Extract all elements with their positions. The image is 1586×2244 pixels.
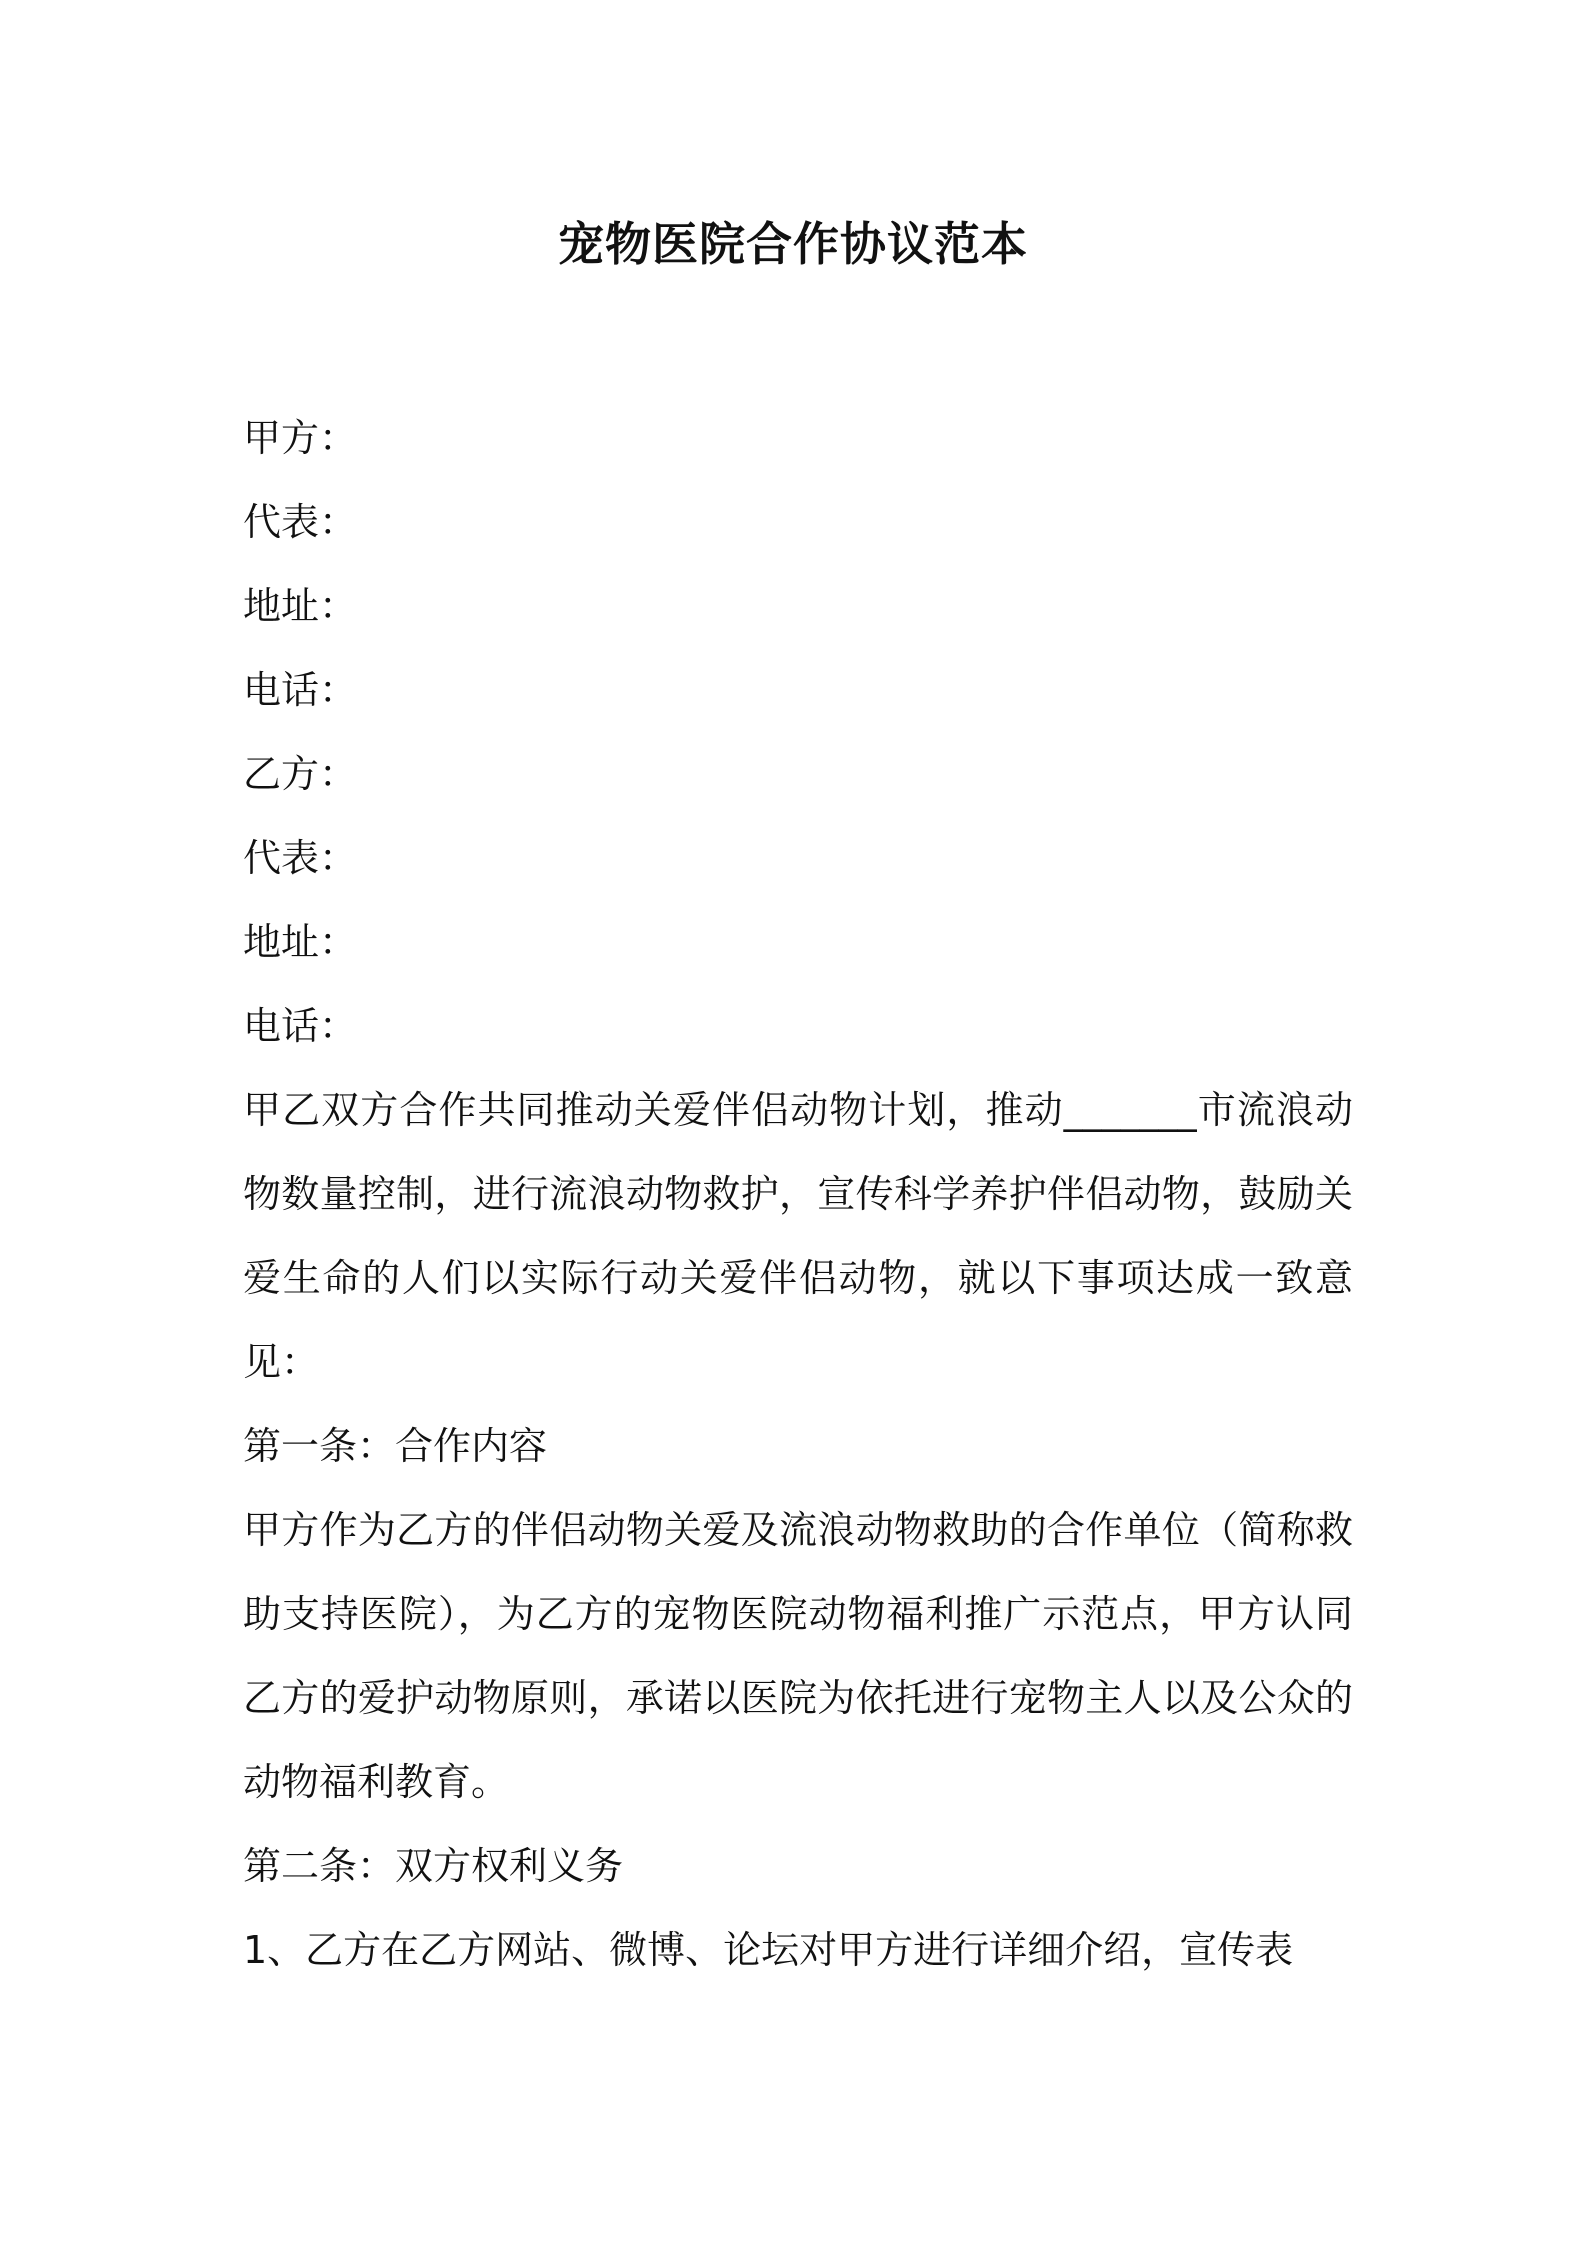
article-1-heading: 第一条：合作内容 [243, 1424, 548, 1468]
party-a-representative-label: 代表： [243, 500, 358, 544]
party-a-address-label: 地址： [243, 584, 358, 628]
article-2-item-1: 1、乙方在乙方网站、微博、论坛对甲方进行详细介绍，宣传表 [243, 1928, 1294, 1972]
article-1-body: 甲方作为乙方的伴侣动物关爱及流浪动物救助的合作单位（简称救助支持医院），为乙方的宠物医院动物福利推广示范点，甲方认同乙方的爱护动物原则，承诺以医院为依托进行宠物主人以及公众的动物福利教育。 [243, 1508, 1353, 1804]
party-b-representative-label: 代表： [243, 836, 358, 880]
party-info-section [243, 396, 1353, 1068]
party-b-address-label: 地址： [243, 920, 358, 964]
party-a-label: 甲方： [243, 416, 358, 460]
document-title: 宠物医院合作协议范本 [558, 217, 1028, 271]
agreement-content [243, 1068, 1353, 1992]
party-b-phone-label: 电话： [243, 1004, 358, 1048]
intro-paragraph: 甲乙双方合作共同推动关爱伴侣动物计划，推动_______市流浪动物数量控制，进行流浪动物救护，宣传科学养护伴侣动物，鼓励关爱生命的人们以实际行动关爱伴侣动物，就以下事项达成一致意见： [243, 1088, 1353, 1384]
article-2-heading: 第二条：双方权利义务 [243, 1844, 624, 1888]
party-a-phone-label: 电话： [243, 668, 358, 712]
party-b-label: 乙方： [243, 752, 358, 796]
